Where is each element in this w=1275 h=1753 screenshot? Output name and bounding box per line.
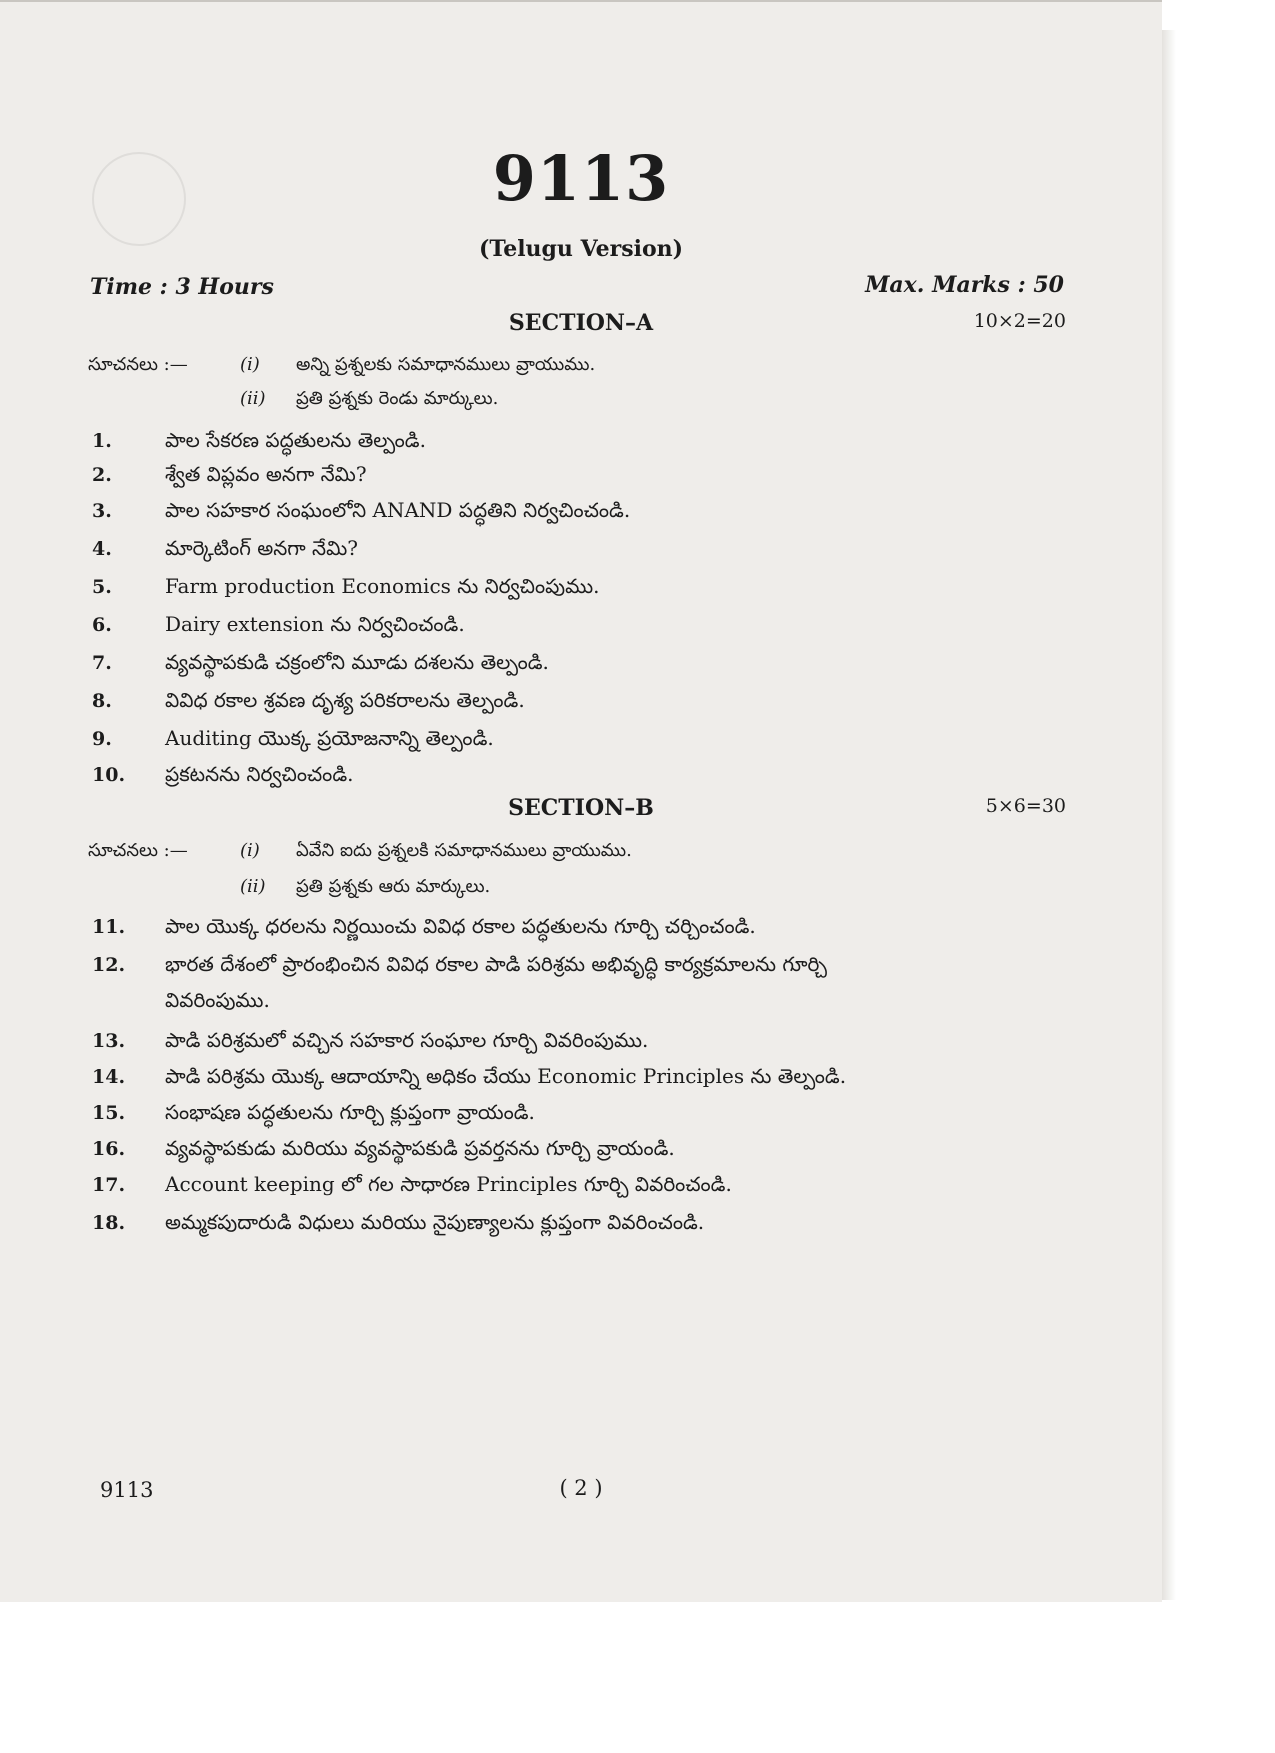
section-b-note-text: ఏవేని ఐదు ప్రశ్నలకి సమాధానములు వ్రాయుము.: [296, 840, 632, 861]
footer-paper-code: 9113: [100, 1478, 154, 1502]
question-text: వ్యవస్థాపకుడి చక్రంలోని మూడు దశలను తెల్పండి.: [165, 650, 549, 674]
section-b-note-text: ప్రతి ప్రశ్నకు ఆరు మార్కులు.: [296, 876, 491, 897]
question-number: 9.: [92, 728, 112, 750]
question-number: 14.: [92, 1066, 126, 1088]
version-label: (Telugu Version): [478, 236, 684, 262]
question-number: 10.: [92, 764, 126, 786]
section-a-note-num: (ii): [240, 388, 266, 409]
section-a-allocation: 10×2=20: [973, 310, 1066, 332]
question-text: అమ్మకపుదారుడి విధులు మరియు నైపుణ్యాలను క్లుప్తంగా వివరించండి.: [165, 1210, 705, 1234]
question-text: వివిధ రకాల శ్రవణ దృశ్య పరికరాలను తెల్పండి.: [165, 688, 525, 712]
max-marks-label: Max. Marks : 50: [865, 272, 1064, 298]
question-text: పాల సేకరణ పద్ధతులను తెల్పండి.: [165, 428, 426, 452]
section-a-note-text: ప్రతి ప్రశ్నకు రెండు మార్కులు.: [296, 388, 499, 409]
question-number: 6.: [92, 614, 112, 636]
question-text: Farm production Economics ను నిర్వచింపుము.: [165, 574, 600, 598]
question-number: 16.: [92, 1138, 126, 1160]
section-b-note-num: (ii): [240, 876, 266, 897]
question-number: 1.: [92, 430, 112, 452]
question-number: 8.: [92, 690, 112, 712]
question-text: Account keeping లో గల సాధారణ Principles గూర్చి వివరించండి.: [165, 1172, 732, 1196]
question-text: ప్రకటనను నిర్వచించండి.: [165, 762, 354, 786]
question-number: 7.: [92, 652, 112, 674]
question-number: 18.: [92, 1212, 126, 1234]
question-number: 15.: [92, 1102, 126, 1124]
question-text: మార్కెటింగ్ అనగా నేమి?: [165, 536, 358, 560]
scan-edge: [1162, 30, 1176, 1600]
section-a-note-num: (i): [240, 354, 260, 375]
question-text: పాల యొక్క ధరలను నిర్ణయించు వివిధ రకాల పద్ధతులను గూర్చి చర్చించండి.: [165, 914, 756, 938]
question-text: సంభాషణ పద్ధతులను గూర్చి క్లుప్తంగా వ్రాయండి.: [165, 1100, 535, 1124]
question-number: 13.: [92, 1030, 126, 1052]
question-number: 3.: [92, 500, 112, 522]
question-number: 12.: [92, 954, 126, 976]
paper-code-title: 9113: [492, 142, 670, 215]
page-number: ( 2 ): [559, 1476, 603, 1500]
question-number: 11.: [92, 916, 126, 938]
question-text: శ్వేత విప్లవం అనగా నేమి?: [165, 462, 367, 486]
question-text: భారత దేశంలో ప్రారంభించిన వివిధ రకాల పాడి పరిశ్రమ అభివృద్ధి కార్యక్రమాలను గూర్చి: [165, 952, 828, 976]
section-a-title: SECTION–A: [508, 310, 654, 336]
section-a-note-label: సూచనలు :—: [88, 354, 188, 375]
question-text: పాడి పరిశ్రమ యొక్క ఆదాయాన్ని అధికం చేయు Economic Principles ను తెల్పండి.: [165, 1064, 847, 1088]
question-number: 2.: [92, 464, 112, 486]
section-b-allocation: 5×6=30: [985, 795, 1066, 817]
section-b-note-label: సూచనలు :—: [88, 840, 188, 861]
question-text: పాల సహకార సంఘంలోని ANAND పద్ధతిని నిర్వచించండి.: [165, 498, 631, 522]
question-text: పాడి పరిశ్రమలో వచ్చిన సహకార సంఘాల గూర్చి వివరింపుము.: [165, 1028, 649, 1052]
question-number: 4.: [92, 538, 112, 560]
question-number: 5.: [92, 576, 112, 598]
question-text: Auditing యొక్క ప్రయోజనాన్ని తెల్పండి.: [165, 726, 494, 750]
question-text-continued: వివరింపుము.: [165, 988, 270, 1012]
question-text: Dairy extension ను నిర్వచించండి.: [165, 612, 465, 636]
question-number: 17.: [92, 1174, 126, 1196]
question-text: వ్యవస్థాపకుడు మరియు వ్యవస్థాపకుడి ప్రవర్తనను గూర్చి వ్రాయండి.: [165, 1136, 675, 1160]
section-a-note-text: అన్ని ప్రశ్నలకు సమాధానములు వ్రాయుము.: [296, 354, 596, 375]
time-label: Time : 3 Hours: [90, 274, 274, 300]
section-b-title: SECTION–B: [508, 795, 654, 821]
section-b-note-num: (i): [240, 840, 260, 861]
